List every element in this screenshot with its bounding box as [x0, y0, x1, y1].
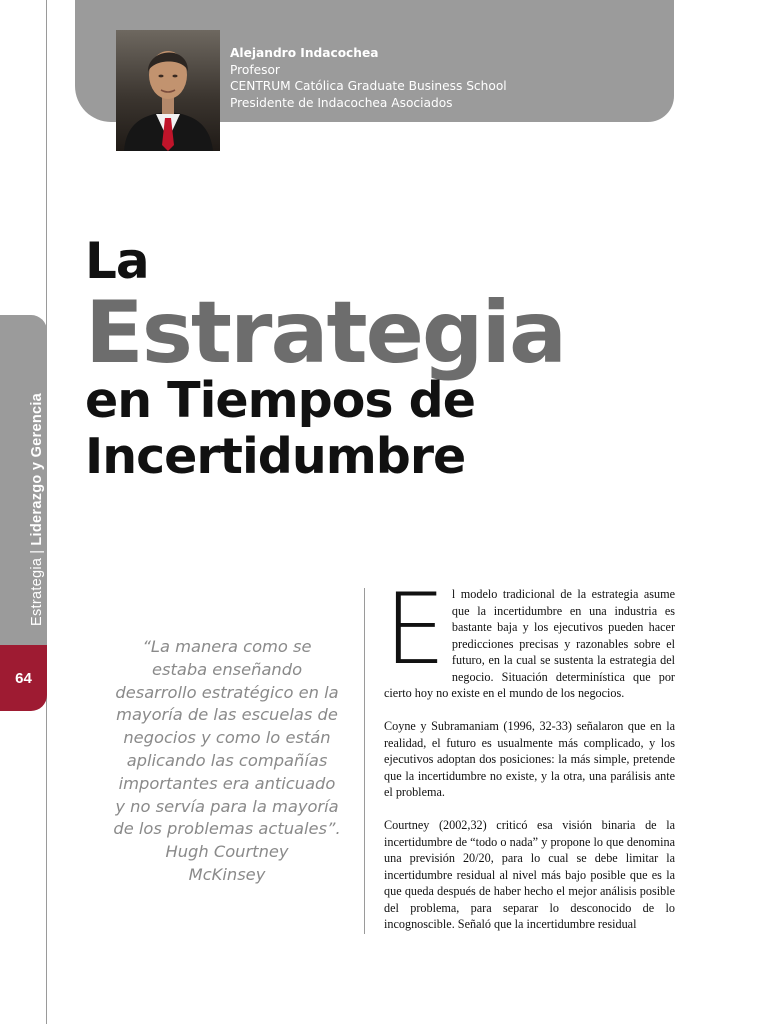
section-separator: |	[29, 549, 45, 554]
pull-quote-org: McKinsey	[188, 864, 266, 884]
paragraph-1-text: l modelo tradicional de la estrategia asume que la incertidumbre en una industria es bastante baja y los ejecutivos pueden hacer predicciones precisas y razonables sobre el futuro, en la cual se sustenta la estrategia del negocio. Situación determinística que por cierto hoy no existe en el mundo de los negocios.	[384, 587, 675, 700]
section-label-light: Estrategia	[29, 557, 45, 626]
author-position: Presidente de Indacochea Asociados	[230, 95, 453, 110]
title-line-2: Estrategia	[85, 283, 566, 383]
title-line-3: en Tiempos de	[85, 372, 475, 429]
section-label-bold: Liderazgo y Gerencia	[29, 392, 45, 546]
author-school: CENTRUM Católica Graduate Business School	[230, 79, 507, 93]
author-role: Profesor	[230, 62, 280, 77]
paragraph-3: Courtney (2002,32) criticó esa visión binaria de la incertidumbre de “todo o nada” y propone lo que denomina una previsión 20/20, para lo cual se debe limitar la incertidumbre residual al nivel más bajo posible que es la que queda después de haber hecho el mejor análisis posible del problema, para separar lo desconocido de lo incognoscible. Señaló que la incertidumbre residual	[384, 818, 675, 931]
paragraph-2: Coyne y Subramaniam (1996, 32-33) señalaron que en la realidad, el futuro es usualmente más complicado, y los ejecutivos adoptan dos posiciones: la más simple, pretende que la incertidumbre no existe, y la otra, una parálisis ante el problema.	[384, 719, 675, 799]
pull-quote-author: Hugh Courtney	[165, 842, 289, 862]
page-number: 64	[0, 645, 47, 711]
paragraph-1	[384, 573, 675, 702]
pull-quote	[113, 636, 341, 887]
author-name: Alejandro Indacochea	[230, 46, 379, 60]
section-label	[29, 393, 45, 626]
drop-cap: E	[384, 573, 446, 687]
author-info	[230, 45, 507, 111]
author-photo	[116, 30, 220, 151]
column-divider	[364, 588, 365, 934]
title-line-1: La	[85, 232, 149, 290]
article-body	[384, 573, 675, 949]
pull-quote-text: “La manera como se estaba enseñando desarrollo estratégico en la mayoría de las escuelas de negocios y como lo están aplicando las compañías importantes era anticuado y no servía para la mayoría de los problemas actuales”.	[113, 637, 341, 839]
title-line-4: Incertidumbre	[85, 428, 466, 485]
